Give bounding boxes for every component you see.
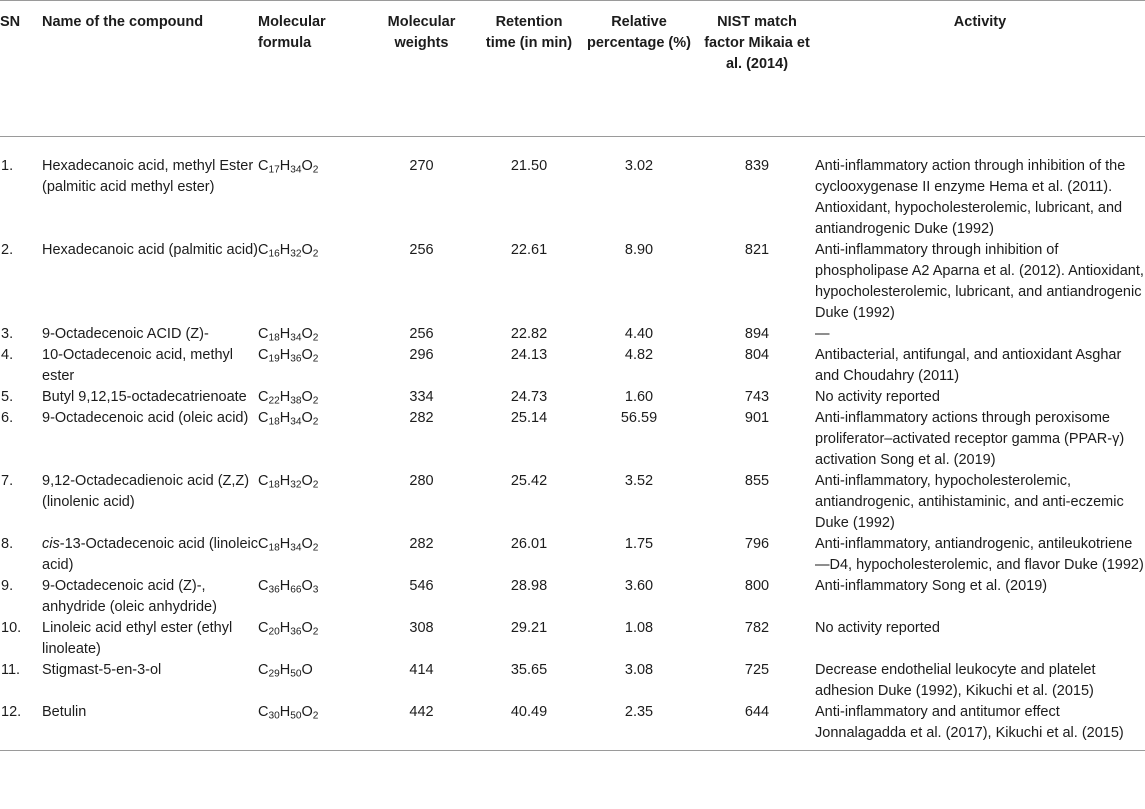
cell-molecular-formula: $C_{22}H_{38}O_2$ (258, 389, 319, 407)
cell-molecular-weight: 442 (409, 704, 434, 720)
cell-compound-name: Hexadecanoic acid, methyl Ester (palmitic acid methyl ester) (42, 158, 254, 195)
cell-retention-time: 25.14 (510, 410, 548, 426)
table-row (0, 618, 1145, 660)
cell-retention-time: 28.98 (510, 578, 548, 594)
cell-sn: 1. (1, 158, 14, 174)
header-row (0, 1, 1145, 137)
cell-molecular-formula: $C_{20}H_{36}O_2$ (258, 620, 319, 638)
table-row (0, 387, 1145, 408)
cell-molecular-weight: 296 (409, 347, 434, 363)
table-header (0, 1, 1145, 137)
cell-molecular-formula: $C_{16}H_{32}O_2$ (258, 242, 319, 260)
cell-compound-name: 9-Octadecenoic ACID (Z)- (42, 326, 209, 342)
table-row (0, 576, 1145, 618)
cell-molecular-weight: 282 (409, 536, 434, 552)
cell-sn: 11. (1, 662, 21, 678)
cell-sn: 8. (1, 536, 14, 552)
cell-retention-time: 40.49 (510, 704, 548, 720)
cell-activity: No activity reported (815, 389, 940, 405)
cell-sn: 9. (1, 578, 14, 594)
cell-compound-name: Betulin (42, 704, 87, 720)
header-molecular-formula: Molecular formula (258, 14, 326, 51)
cell-activity: Antibacterial, antifungal, and antioxidant Asghar and Choudahry (2011) (815, 347, 1122, 384)
table-row (0, 345, 1145, 387)
cell-nist-match-factor: 804 (744, 347, 770, 363)
cell-retention-time: 22.61 (510, 242, 548, 258)
cell-retention-time: 25.42 (510, 473, 548, 489)
header-compound-name: Name of the compound (42, 14, 204, 30)
cell-compound-name: 10-Octadecenoic acid, methyl ester (42, 347, 234, 384)
cell-nist-match-factor: 855 (744, 473, 770, 489)
table-row (0, 471, 1145, 534)
cell-retention-time: 29.21 (510, 620, 548, 636)
cell-nist-match-factor: 743 (744, 389, 770, 405)
cell-relative-percentage: 4.82 (624, 347, 654, 363)
table-row (0, 324, 1145, 345)
cell-retention-time: 22.82 (510, 326, 548, 342)
cell-molecular-formula: $C_{18}H_{34}O_2$ (258, 326, 319, 344)
cell-nist-match-factor: 782 (744, 620, 770, 636)
cell-molecular-weight: 308 (409, 620, 434, 636)
cell-relative-percentage: 1.60 (624, 389, 654, 405)
cell-activity: Anti-inflammatory, antiandrogenic, antileukotriene—D4, hypocholesterolemic, and flavor Duke (1992) (815, 536, 1144, 573)
cell-relative-percentage: 56.59 (620, 410, 658, 426)
cell-molecular-formula: $C_{18}H_{32}O_2$ (258, 473, 319, 491)
cell-nist-match-factor: 800 (744, 578, 770, 594)
cell-relative-percentage: 4.40 (624, 326, 654, 342)
cell-activity: — (815, 326, 830, 342)
cell-activity: Anti-inflammatory Song et al. (2019) (815, 578, 1048, 594)
cell-compound-name: cis-13-Octadecenoic acid (linoleic acid) (42, 536, 258, 573)
cell-sn: 6. (1, 410, 14, 426)
cell-molecular-weight: 282 (409, 410, 434, 426)
cell-relative-percentage: 3.08 (624, 662, 654, 678)
cell-nist-match-factor: 644 (744, 704, 770, 720)
cell-activity: Decrease endothelial leukocyte and platelet adhesion Duke (1992), Kikuchi et al. (2015) (815, 662, 1096, 699)
header-relative-percentage: Relative percentage (%) (587, 14, 691, 51)
cell-molecular-formula: $C_{17}H_{34}O_2$ (258, 158, 319, 176)
table-body (0, 137, 1145, 751)
cell-compound-name: Hexadecanoic acid (palmitic acid) (42, 242, 258, 258)
cell-activity: Anti-inflammatory through inhibition of phospholipase A2 Aparna et al. (2012). Antioxidant, hypocholesterolemic, lubricant, and antiandrogenic Duke (1992) (815, 242, 1144, 321)
cell-molecular-formula: $C_{19}H_{36}O_2$ (258, 347, 319, 365)
cell-sn: 7. (1, 473, 14, 489)
cell-nist-match-factor: 894 (744, 326, 770, 342)
cell-relative-percentage: 8.90 (624, 242, 654, 258)
table-row (0, 240, 1145, 324)
cell-molecular-weight: 256 (409, 242, 434, 258)
cell-molecular-weight: 546 (409, 578, 434, 594)
header-activity: Activity (953, 14, 1007, 30)
cell-retention-time: 24.13 (510, 347, 548, 363)
table-row (0, 660, 1145, 702)
cell-retention-time: 24.73 (510, 389, 548, 405)
cell-molecular-weight: 334 (409, 389, 434, 405)
cell-molecular-formula: $C_{18}H_{34}O_2$ (258, 536, 319, 554)
cell-molecular-formula: $C_{30}H_{50}O_2$ (258, 704, 319, 722)
cell-relative-percentage: 1.08 (624, 620, 654, 636)
cell-molecular-weight: 414 (409, 662, 434, 678)
cell-activity: Anti-inflammatory and antitumor effect Jonnalagadda et al. (2017), Kikuchi et al. (2015) (815, 704, 1124, 741)
table-row (0, 137, 1145, 241)
table-row (0, 702, 1145, 751)
cell-activity: No activity reported (815, 620, 940, 636)
cell-sn: 2. (1, 242, 14, 258)
cell-compound-name: Stigmast-5-en-3-ol (42, 662, 162, 678)
table-row (0, 408, 1145, 471)
cell-relative-percentage: 1.75 (624, 536, 654, 552)
cell-nist-match-factor: 839 (744, 158, 770, 174)
cell-nist-match-factor: 796 (744, 536, 770, 552)
cell-molecular-weight: 270 (409, 158, 434, 174)
cell-activity: Anti-inflammatory, hypocholesterolemic, antiandrogenic, antihistaminic, and anti-eczemic Duke (1992) (815, 473, 1124, 531)
cell-sn: 5. (1, 389, 14, 405)
cell-compound-name: Linoleic acid ethyl ester (ethyl linoleate) (42, 620, 233, 657)
cell-sn: 4. (1, 347, 14, 363)
cell-sn: 3. (1, 326, 14, 342)
cell-sn: 10. (1, 620, 22, 636)
cell-nist-match-factor: 901 (744, 410, 770, 426)
cell-molecular-formula: $C_{18}H_{34}O_2$ (258, 410, 319, 428)
cell-relative-percentage: 3.52 (624, 473, 654, 489)
cell-retention-time: 26.01 (510, 536, 548, 552)
table-row (0, 534, 1145, 576)
header-retention-time: Retention time (in min) (485, 14, 573, 51)
cell-molecular-formula: $C_{29}H_{50}O$ (258, 662, 313, 680)
cell-compound-name: 9-Octadecenoic acid (oleic acid) (42, 410, 249, 426)
cell-compound-name: Butyl 9,12,15-octadecatrienoate (42, 389, 247, 405)
cell-nist-match-factor: 821 (744, 242, 770, 258)
cell-activity: Anti-inflammatory action through inhibition of the cyclooxygenase II enzyme Hema et al. (2011). Antioxidant, hypocholesterolemic, lubricant, and antiandrogenic Duke (1992) (815, 158, 1126, 237)
cell-sn: 12. (1, 704, 22, 720)
header-sn: SN (0, 14, 21, 30)
cell-molecular-formula: $C_{36}H_{66}O_3$ (258, 578, 319, 596)
cell-relative-percentage: 3.02 (624, 158, 654, 174)
header-nist-match-factor: NIST match factor Mikaia et al. (2014) (704, 14, 810, 72)
cell-activity: Anti-inflammatory actions through peroxisome proliferator–activated receptor gamma (PPAR-γ) activation Song et al. (2019) (815, 410, 1125, 468)
cell-nist-match-factor: 725 (744, 662, 770, 678)
header-molecular-weights: Molecular weights (387, 14, 456, 51)
cell-molecular-weight: 280 (409, 473, 434, 489)
cell-relative-percentage: 2.35 (624, 704, 654, 720)
cell-compound-name: 9-Octadecenoic acid (Z)-, anhydride (oleic anhydride) (42, 578, 217, 615)
cell-relative-percentage: 3.60 (624, 578, 654, 594)
cell-compound-name: 9,12-Octadecadienoic acid (Z,Z) (linolenic acid) (42, 473, 250, 510)
cell-molecular-weight: 256 (409, 326, 434, 342)
cell-retention-time: 35.65 (510, 662, 548, 678)
cell-retention-time: 21.50 (510, 158, 548, 174)
